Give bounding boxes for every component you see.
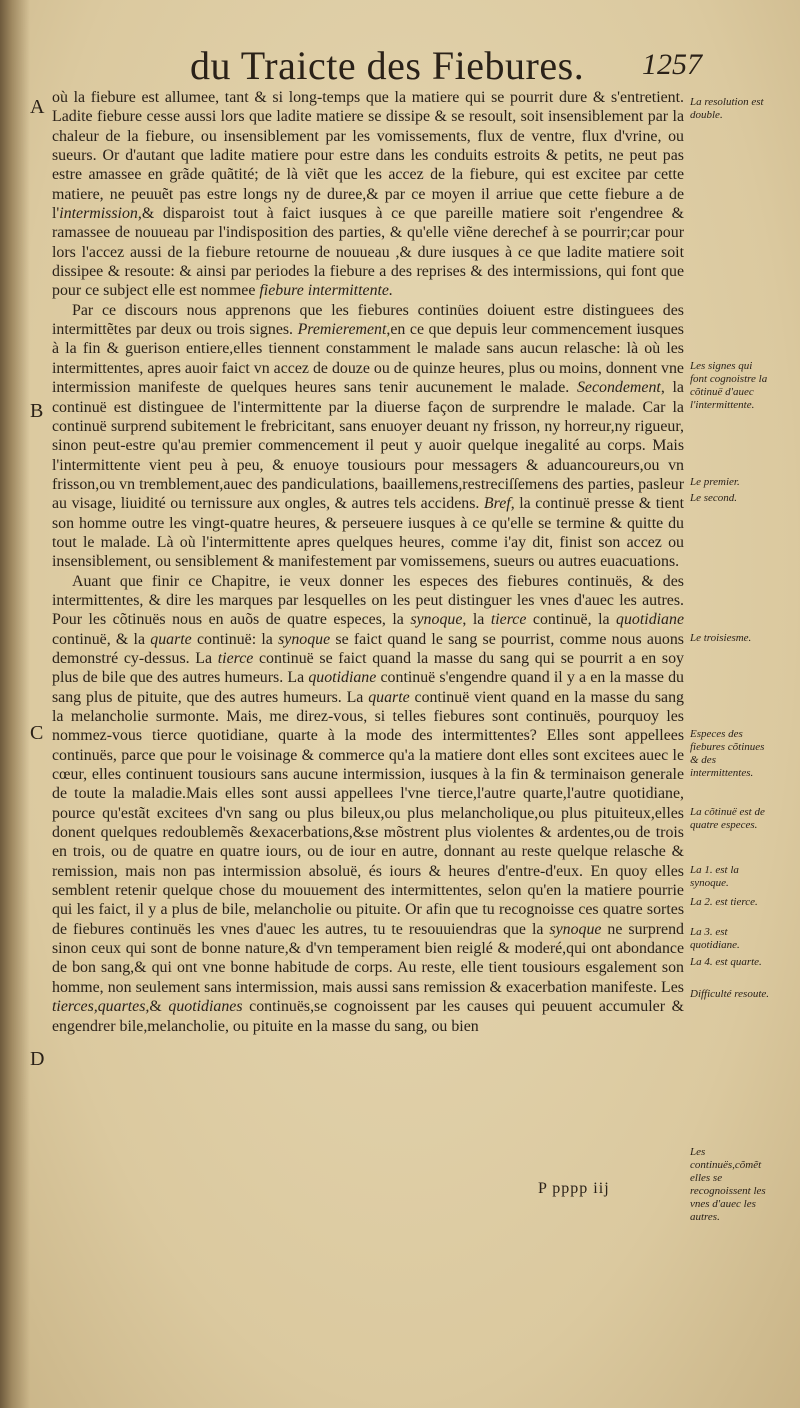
side-note: Les continuës,cõmẽt elles se recognoissent les vnes d'auec les autres. <box>690 1146 766 1223</box>
text-run: & <box>149 998 169 1016</box>
text-run: , la continuë presse & tient son homme outre les vingt-quatre heures, & perseuere iusques à ce qu'elle se termine & quitte du tout le malade. Là où l'intermittente apres quelques heures, comme i'ay dit, finist son accez ou insensiblement, ou sensiblement & manifestement par vomissemens, sueurs ou autres euacuations. <box>52 495 684 571</box>
italic-run: quarte <box>150 630 192 648</box>
margin-letter-d: D <box>30 1048 45 1070</box>
main-text <box>52 88 684 1036</box>
italic-run: quotidiane <box>308 669 377 687</box>
side-note: La cõtinuë est de quatre especes. <box>690 806 765 831</box>
side-note: La resolution est double. <box>690 96 764 121</box>
binding-gutter <box>0 0 30 1408</box>
text-run: ,& disparoist tout à faict iusques à ce que pareille matiere soit r'engendree & ramassee de nouueau par l'indisposition des parties, & qu'elle viẽne derechef à se pourrir;car pour lors l'accez aussi de la fiebure retourne de nouueau ,& dure iusques à ce que ladite matiere soit dissipee & resoute: & ainsi par periodes la fiebure a des reprises & des intermissions, qui font que pour ce subject elle est nommee <box>52 205 684 300</box>
text-run: continuës,se cognoissent par les causes qui peuuent accumuler & engendrer bile,melancholie, ou pituite en la masse du sang, ou bien <box>52 998 684 1035</box>
margin-letter-a: A <box>30 96 45 118</box>
paragraph <box>52 301 684 572</box>
italic-run: synoque <box>549 920 602 938</box>
italic-run: tierce <box>217 649 254 667</box>
side-note: La 4. est quarte. <box>690 956 762 968</box>
text-run: , la continuë est distinguee de l'intermittente par la diuerse façon de surprendre le malade. Car la continuë surprend subitement le frebricitant, sans enuoyer deuant ny frisson, ny horreur,ny rigueur, sinon peut-estre qu'au premier commencement il peut y auoir quelque inegalité au corps. Mais l'intermittente vient peu à peu, & enuoye tousiours pour messagers & aduancoureurs,ou vn frisson,ou vn tremblement,auec des pandiculations, baaillemens,restreciſſemens des parties, pasleur au visage, liuidité ou ternissure aux ongles, & autres tels accidens. <box>52 379 684 513</box>
text-run: Auant que finir ce Chapitre, ie veux donner les especes des fiebures continuës, & des intermittentes, & dire les marques par lesquelles on les peut distinguer les vnes d'auec les autres. Pour les cõtinuës nous en auõs de quatre especes, la <box>52 572 684 629</box>
paragraph <box>52 572 684 1036</box>
side-note: Le troisiesme. <box>690 632 752 644</box>
text-run: continuë se faict quand la masse du sang qui se pourrit a en soy plus de bile que des autres humeurs. La <box>52 649 684 687</box>
text-run: Par ce discours nous apprenons que les fiebures continües doiuent estre distinguees des intermittẽtes par deux ou trois signes. <box>52 301 684 339</box>
italic-run: tierce <box>490 611 527 629</box>
italic-run: Bref <box>483 495 511 513</box>
side-note: La 2. est tierce. <box>690 896 758 908</box>
page-number: 1257 <box>642 48 702 81</box>
text-run: ne surprend sinon ceux qui sont de bonne nature,& d'vn temperament bien reiglé & moderé,qui ont abondance de bon sang,& qui ont vne bonne habitude de corps. Au reste, elle tient tousiours esgalement son homme, non seulement sans intermission, mais aussi sans remission & exacerbation manifeste. Les <box>52 920 684 996</box>
side-note: La 3. est quotidiane. <box>690 926 740 951</box>
margin-letter-b: B <box>30 400 44 422</box>
side-note: Difficulté resoute. <box>690 988 770 1000</box>
running-title: du Traicte des Fiebures. <box>190 43 585 88</box>
side-note: Les signes qui font cognoistre la cõtinuë d'auec l'intermittente. <box>690 360 768 411</box>
text-run: continuë, & la <box>52 630 151 648</box>
italic-run: synoque <box>410 611 463 629</box>
page-header <box>190 42 750 92</box>
italic-run: Secondement <box>576 379 661 397</box>
text-run: continuë vient quand en la masse du sang la melancholie surmonte. Mais, me direz-vous, si telles fiebures sont continuës, pourquoy les nommez-vous tierce quotidiane, quarte à la mode des intermittentes? Elles sont appellees continuës, parce que pour le voisinage & commerce qu'a la matiere dont elles sont excitees auec le cœur, elles continuent tousiours sans aucune intermission, iusques à la fin & terminaison generale de toute la maladie.Mais elles sont aussi appellees l'vne tierce,l'autre quarte,l'autre quotidiane, pource qu'estãt excitees d'vn sang ou plus bileux,ou plus melancholique,ou plus pituiteux,elles donent quelques redoublemẽs &exacerbations,&se mõstrent plus violentes & ardentes,ou de trois en trois, ou de quatre en quatre iours, ou de iour en autre, donnant au reste quelque relasche & remission, mais non pas intermission absoluë, és iours & heures d'entre-d'eux. En quoy elles semblent retenir quelque chose du mouuement des intermittentes, selon qu'en la matiere pourrie qui les faict, il y a plus de bile, melancholie ou pituite. Or afin que tu recognoisse ces quatre sortes de fiebures continuës les vnes d'auec les autres, tu te resouuiendras que la <box>52 688 684 938</box>
side-note: Especes des fiebures cõtinues & des intermittentes. <box>690 728 765 779</box>
italic-run: Premierement <box>297 321 387 339</box>
italic-run: quarte <box>368 688 410 706</box>
italic-run: intermission <box>59 205 138 223</box>
signature-mark: P pppp iij <box>538 1180 610 1197</box>
italic-run: fiebure intermittente. <box>259 282 393 300</box>
text-run: où la fiebure est allumee, tant & si long-temps que la matiere qui se pourrit dure & s'entretient. Ladite fiebure cesse aussi lors que ladite matiere se dissipe & se resoult, soit insensiblement par la chaleur de la fiebure, ou insensiblement par les vomissements, flux de ventre, flux d'vrine, ou sueurs. Or d'autant que ladite matiere pour estre dans les conduits estroits & petits, ne peut pas estre amassee en grãde quãtité; de là viẽt que les accez de la fiebure, qui est excitee par cette matiere, ne peuuẽt pas estre longs ny de duree,& par ce moyen il arriue que cette fiebure a de l' <box>52 89 684 223</box>
text-run: se faict quand le sang se pourrist, comme nous auons demonstré cy-dessus. La <box>52 630 684 667</box>
italic-run: synoque <box>278 630 331 648</box>
italic-run: quotidianes <box>168 998 243 1016</box>
paragraph <box>52 88 684 301</box>
side-note: Le premier. <box>690 476 740 488</box>
text-run: continuë, la <box>526 611 617 629</box>
side-note: La 1. est la synoque. <box>690 864 739 889</box>
text-run: , la <box>462 611 491 629</box>
text-run: ,en ce que depuis leur commencement iusques à la fin & guerison entiere,elles tiennent constamment le malade sans aucun relasche: là où les intermittentes, apres auoir faict vn accez de douze ou de quinze heures, plus ou moins, donnent vne intermission manifeste de quelques heures sans tenir aucunement le malade. <box>52 321 684 397</box>
text-run: continuë: la <box>191 630 279 648</box>
side-note: Le second. <box>690 492 738 504</box>
italic-run: tierces,quartes, <box>52 998 150 1016</box>
text-run: continuë s'engendre quand il y a en la masse du sang plus de pituite, que des autres humeurs. La <box>52 669 685 706</box>
margin-letter-c: C <box>30 722 44 744</box>
italic-run: quotidiane <box>616 611 685 629</box>
